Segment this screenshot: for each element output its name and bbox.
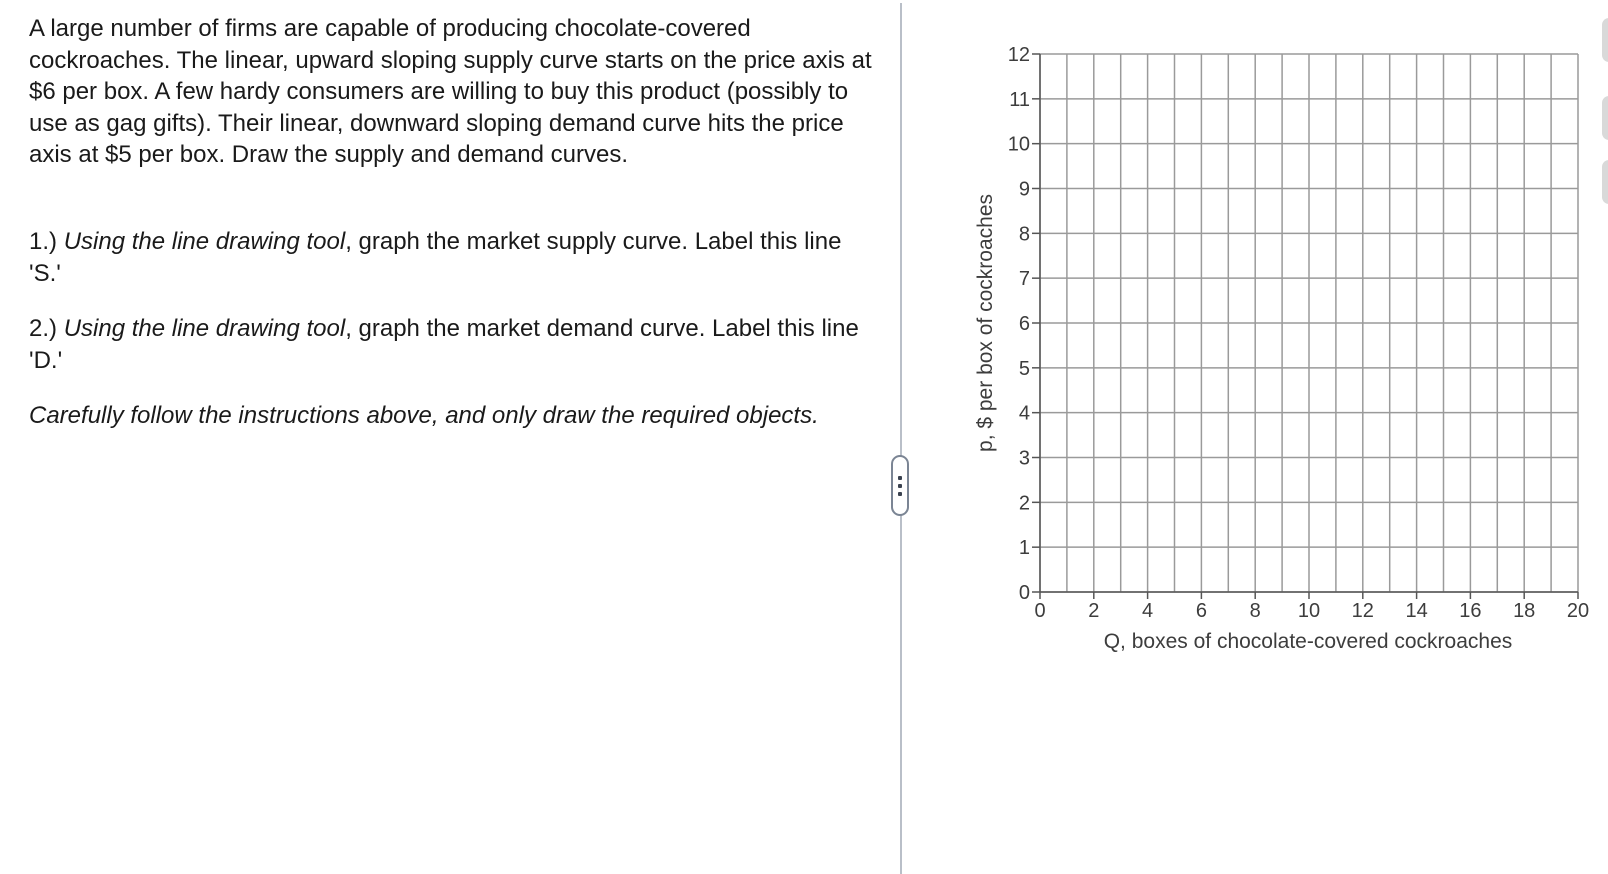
y-tick-label: 7 [1018,268,1030,291]
graph-grid [1040,54,1578,592]
y-tick-label: 12 [1007,44,1030,66]
x-tick-label: 4 [1142,600,1154,622]
y-tick-label: 1 [1018,537,1030,560]
edge-tab-2 [1602,96,1608,140]
edge-tab-3 [1602,160,1608,204]
x-tick-label: 6 [1195,600,1207,622]
x-tick-label: 0 [1034,600,1046,622]
y-axis-title: p, $ per box of cockroaches [974,194,997,452]
x-tick-label: 14 [1405,600,1428,622]
y-tick-label: 11 [1009,88,1030,111]
y-axis-ticks [1008,44,1040,604]
y-tick-label: 4 [1018,402,1030,425]
note-text: Carefully follow the instructions above, and only draw the required objects. [29,402,819,429]
x-tick-label: 20 [1566,600,1590,622]
y-tick-label: 3 [1018,447,1030,470]
problem-intro: A large number of firms are capable of producing chocolate-covered cockroaches. The linear, upward sloping supply curve starts on the price axis at $6 per box. A few hardy consumers are willing to buy this product (possibly to use as gag gifts). Their linear, downward sloping demand curve hits the price axis at $5 per box. Draw the supply and demand curves. [29,15,872,168]
step-2-emphasis: Using the line drawing tool [63,315,346,342]
y-tick-label: 6 [1018,313,1030,335]
y-tick-label: 9 [1018,178,1030,201]
x-tick-label: 8 [1249,600,1261,622]
x-tick-label: 18 [1513,600,1536,622]
step-1-text: , graph the market supply curve. Label this line 'S.' [29,228,842,287]
x-tick-label: 12 [1351,600,1374,622]
x-tick-label: 10 [1297,600,1321,622]
x-axis-ticks [1034,592,1589,622]
y-tick-label: 5 [1018,357,1030,380]
y-tick-label: 2 [1018,492,1030,515]
step-2-prefix: 2.) [29,315,64,342]
x-tick-label: 2 [1088,600,1100,622]
y-tick-label: 8 [1018,223,1030,246]
step-1-emphasis: Using the line drawing tool [63,228,346,255]
step-2-text: , graph the market demand curve. Label this line 'D.' [29,315,859,374]
edge-tab-1 [1602,18,1608,62]
step-1-prefix: 1.) [29,228,64,255]
x-tick-label: 16 [1459,600,1482,622]
x-axis-title: Q, boxes of chocolate-covered cockroaches [1103,630,1513,653]
y-tick-label: 0 [1018,582,1030,604]
y-tick-label: 10 [1007,133,1030,156]
